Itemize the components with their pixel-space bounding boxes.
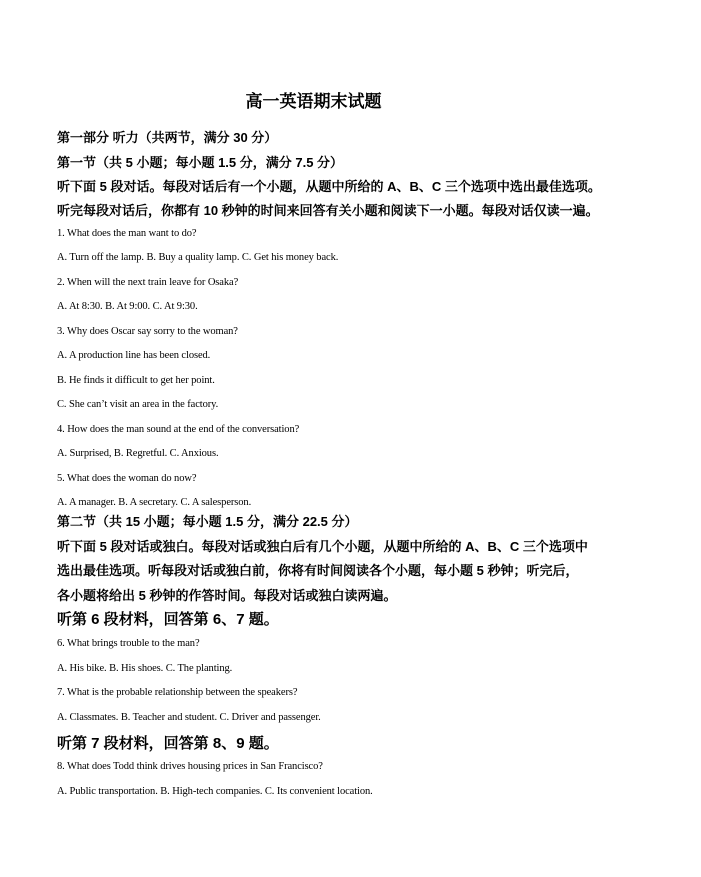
question-3-option-b: B. He finds it difficult to get her point.: [57, 375, 215, 386]
question-3-text: 3. Why does Oscar say sorry to the woman?: [57, 326, 238, 337]
question-1-options: A. Turn off the lamp. B. Buy a quality lamp. C. Get his money back.: [57, 252, 339, 263]
question-7-options: A. Classmates. B. Teacher and student. C. Driver and passenger.: [57, 712, 321, 723]
section2-heading: 第二节（共 15 小题；每小题 1.5 分，满分 22.5 分）: [57, 514, 358, 529]
section2-instructions-line3: 各小题将给出 5 秒钟的作答时间。每段对话或独白读两遍。: [57, 588, 397, 603]
question-2-text: 2. When will the next train leave for Osaka?: [57, 277, 239, 288]
question-5-options: A. A manager. B. A secretary. C. A salesperson.: [57, 497, 252, 508]
question-4-options: A. Surprised, B. Regretful. C. Anxious.: [57, 448, 219, 459]
exam-title: 高一英语期末试题: [245, 92, 382, 111]
section1-instructions-line1: 听下面 5 段对话。每段对话后有一个小题，从题中所给的 A、B、C 三个选项中选出最佳选项。: [57, 179, 601, 194]
question-6-text: 6. What brings trouble to the man?: [57, 638, 200, 649]
question-7-text: 7. What is the probable relationship between the speakers?: [57, 687, 298, 698]
question-2-options: A. At 8:30. B. At 9:00. C. At 9:30.: [57, 301, 198, 312]
section2-instructions-line1: 听下面 5 段对话或独白。每段对话或独白后有几个小题，从题中所给的 A、B、C 三个选项中: [57, 539, 588, 554]
question-8-options: A. Public transportation. B. High-tech companies. C. Its convenient location.: [57, 786, 373, 797]
question-3-option-c: C. She can’t visit an area in the factory.: [57, 399, 219, 410]
question-4-text: 4. How does the man sound at the end of the conversation?: [57, 424, 300, 435]
question-6-options: A. His bike. B. His shoes. C. The planting.: [57, 663, 233, 674]
part1-heading: 第一部分 听力（共两节，满分 30 分）: [57, 130, 278, 145]
question-5-text: 5. What does the woman do now?: [57, 473, 197, 484]
question-3-option-a: A. A production line has been closed.: [57, 350, 211, 361]
material-6-heading: 听第 6 段材料，回答第 6、7 题。: [57, 611, 279, 628]
section1-heading: 第一节（共 5 小题；每小题 1.5 分，满分 7.5 分）: [57, 155, 344, 170]
section2-instructions-line2: 选出最佳选项。听每段对话或独白前，你将有时间阅读各个小题，每小题 5 秒钟；听完后，: [57, 563, 579, 578]
question-8-text: 8. What does Todd think drives housing prices in San Francisco?: [57, 761, 323, 772]
section1-instructions-line2: 听完每段对话后，你都有 10 秒钟的时间来回答有关小题和阅读下一小题。每段对话仅读一遍。: [57, 203, 599, 218]
material-7-heading: 听第 7 段材料，回答第 8、9 题。: [57, 735, 279, 752]
question-1-text: 1. What does the man want to do?: [57, 228, 197, 239]
